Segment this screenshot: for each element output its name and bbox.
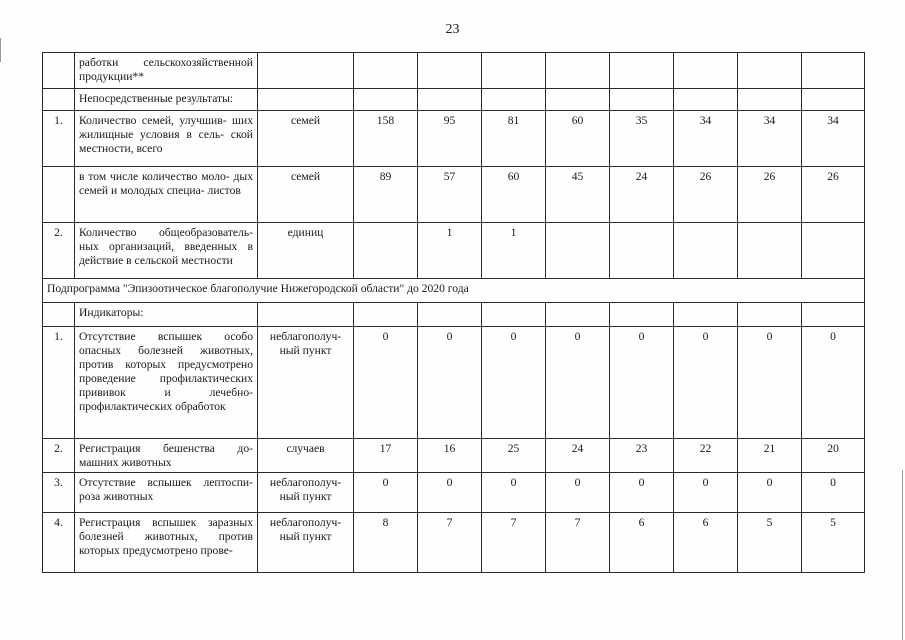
unit-cell: неблагополуч- ный пункт [258, 473, 354, 513]
unit-cell: семей [258, 167, 354, 223]
value-cell: 1 [418, 223, 482, 279]
value-cell: 6 [674, 513, 738, 573]
table-row [43, 53, 865, 89]
value-cell [354, 303, 418, 327]
value-cell: 26 [738, 167, 802, 223]
value-cell [354, 89, 418, 111]
table-row [43, 223, 865, 279]
value-cell [674, 89, 738, 111]
value-cell [738, 89, 802, 111]
row-number-cell: 4. [43, 513, 75, 573]
value-cell: 57 [418, 167, 482, 223]
value-cell: 24 [546, 439, 610, 473]
value-cell [802, 223, 865, 279]
value-cell: 0 [738, 327, 802, 439]
value-cell: 26 [802, 167, 865, 223]
unit-cell: неблагополуч- ный пункт [258, 513, 354, 573]
value-cell: 60 [546, 111, 610, 167]
value-cell: 22 [674, 439, 738, 473]
value-cell: 0 [674, 473, 738, 513]
value-cell: 25 [482, 439, 546, 473]
value-cell: 0 [482, 473, 546, 513]
value-cell: 0 [482, 327, 546, 439]
table-row [43, 89, 865, 111]
value-cell [610, 89, 674, 111]
indicator-name-cell: Отсутствие вспышек особо опасных болезней животных, против которых предусмотрено проведение профилактических прививок и лечебно- профилактических обработок [75, 327, 258, 439]
indicators-table [42, 52, 865, 573]
value-cell [418, 53, 482, 89]
value-cell [546, 223, 610, 279]
value-cell: 0 [610, 327, 674, 439]
row-number-cell: 1. [43, 111, 75, 167]
indicator-name-cell: Количество семей, улучшив- ших жилищные условия в сель- ской местности, всего [75, 111, 258, 167]
section-row [43, 279, 865, 303]
value-cell [418, 89, 482, 111]
value-cell [482, 89, 546, 111]
value-cell: 45 [546, 167, 610, 223]
value-cell: 20 [802, 439, 865, 473]
value-cell: 5 [738, 513, 802, 573]
value-cell: 24 [610, 167, 674, 223]
unit-cell: семей [258, 111, 354, 167]
unit-cell: случаев [258, 439, 354, 473]
value-cell [738, 223, 802, 279]
value-cell [546, 89, 610, 111]
value-cell: 0 [354, 473, 418, 513]
value-cell: 16 [418, 439, 482, 473]
indicator-name-cell: Индикаторы: [75, 303, 258, 327]
value-cell: 34 [738, 111, 802, 167]
value-cell: 81 [482, 111, 546, 167]
page-number: 23 [445, 22, 460, 37]
table-row [43, 111, 865, 167]
indicator-name-cell: Отсутствие вспышек лептоспи- роза животных [75, 473, 258, 513]
value-cell [482, 53, 546, 89]
value-cell [802, 53, 865, 89]
row-number-cell [43, 167, 75, 223]
unit-cell [258, 53, 354, 89]
value-cell [674, 53, 738, 89]
value-cell: 6 [610, 513, 674, 573]
value-cell [738, 53, 802, 89]
unit-cell: единиц [258, 223, 354, 279]
value-cell: 34 [674, 111, 738, 167]
value-cell [610, 303, 674, 327]
row-number-cell [43, 53, 75, 89]
value-cell [418, 303, 482, 327]
value-cell: 23 [610, 439, 674, 473]
table-row [43, 167, 865, 223]
value-cell [674, 223, 738, 279]
value-cell: 5 [802, 513, 865, 573]
value-cell: 7 [418, 513, 482, 573]
value-cell [482, 303, 546, 327]
value-cell: 0 [802, 473, 865, 513]
indicator-name-cell: Регистрация вспышек заразных болезней животных, против которых предусмотрено прове- [75, 513, 258, 573]
value-cell [802, 303, 865, 327]
value-cell [674, 303, 738, 327]
value-cell: 26 [674, 167, 738, 223]
value-cell: 158 [354, 111, 418, 167]
value-cell: 0 [418, 473, 482, 513]
value-cell [802, 89, 865, 111]
table-row [43, 327, 865, 439]
unit-cell: неблагополуч- ный пункт [258, 327, 354, 439]
value-cell: 1 [482, 223, 546, 279]
unit-cell [258, 89, 354, 111]
value-cell [738, 303, 802, 327]
value-cell: 0 [738, 473, 802, 513]
value-cell: 0 [546, 327, 610, 439]
row-number-cell: 1. [43, 327, 75, 439]
value-cell [610, 53, 674, 89]
row-number-cell [43, 89, 75, 111]
row-number-cell [43, 303, 75, 327]
table-row [43, 473, 865, 513]
value-cell: 0 [610, 473, 674, 513]
value-cell: 95 [418, 111, 482, 167]
value-cell: 8 [354, 513, 418, 573]
indicator-name-cell: в том числе количество моло- дых семей и молодых специа- листов [75, 167, 258, 223]
indicator-name-cell: Количество общеобразователь- ных организаций, введенных в действие в сельской местности [75, 223, 258, 279]
value-cell: 7 [546, 513, 610, 573]
scan-edge-mark-right [902, 470, 903, 640]
value-cell: 0 [546, 473, 610, 513]
value-cell: 34 [802, 111, 865, 167]
value-cell: 89 [354, 167, 418, 223]
value-cell: 0 [802, 327, 865, 439]
value-cell [354, 53, 418, 89]
value-cell [546, 53, 610, 89]
unit-cell [258, 303, 354, 327]
value-cell: 35 [610, 111, 674, 167]
value-cell [610, 223, 674, 279]
value-cell: 0 [354, 327, 418, 439]
table-row [43, 513, 865, 573]
row-number-cell: 2. [43, 439, 75, 473]
indicator-name-cell: Регистрация бешенства до- машних животных [75, 439, 258, 473]
value-cell: 60 [482, 167, 546, 223]
value-cell [354, 223, 418, 279]
table-body [43, 53, 865, 573]
subprogram-title: Подпрограмма "Эпизоотическое благополучие Нижегородской области" до 2020 года [43, 279, 865, 303]
indicator-name-cell: работки сельскохозяйственной продукции** [75, 53, 258, 89]
row-number-cell: 3. [43, 473, 75, 513]
value-cell: 0 [674, 327, 738, 439]
value-cell: 17 [354, 439, 418, 473]
table-row [43, 439, 865, 473]
value-cell [546, 303, 610, 327]
value-cell: 7 [482, 513, 546, 573]
indicator-name-cell: Непосредственные результаты: [75, 89, 258, 111]
table-row [43, 303, 865, 327]
scan-edge-mark-left [0, 38, 1, 62]
value-cell: 21 [738, 439, 802, 473]
row-number-cell: 2. [43, 223, 75, 279]
value-cell: 0 [418, 327, 482, 439]
